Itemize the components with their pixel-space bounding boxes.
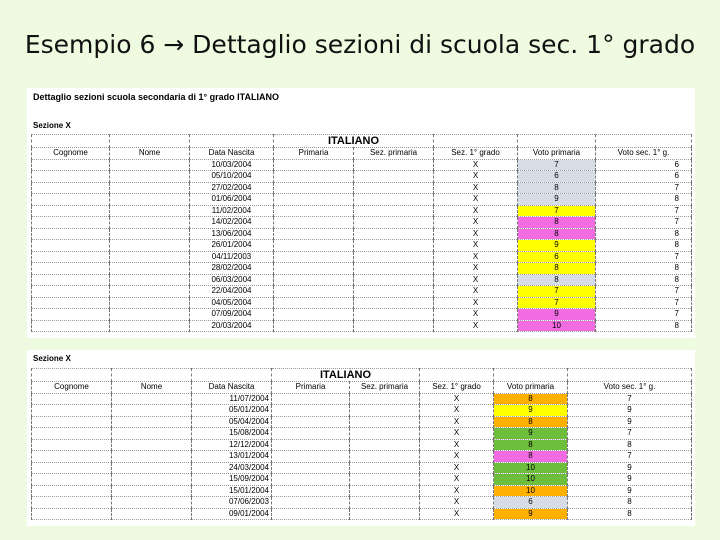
sez-1-grado-cell: X [434,228,518,240]
voto-sec-cell: 9 [568,462,692,474]
nome-cell [110,205,190,217]
birth-date-cell: 28/02/2004 [190,263,274,275]
birth-date-cell: 05/04/2004 [192,416,272,428]
grades-table-1 [31,134,692,332]
primaria-cell [272,405,350,417]
primaria-cell [272,393,350,405]
sez-primaria-cell [354,274,434,286]
sez-primaria-cell [354,286,434,298]
birth-date-cell: 11/02/2004 [190,205,274,217]
sez-primaria-cell [354,240,434,252]
voto-primaria-cell: 10 [518,320,596,332]
table-row [32,320,692,332]
cognome-cell [32,159,110,171]
cognome-cell [32,263,110,275]
voto-sec-cell: 7 [596,251,692,263]
sez-primaria-cell [350,474,420,486]
cognome-cell [32,240,110,252]
sez-1-grado-cell: X [434,274,518,286]
voto-primaria-cell: 7 [518,286,596,298]
nome-cell [112,474,192,486]
sez-1-grado-cell: X [434,240,518,252]
voto-sec-cell: 8 [596,320,692,332]
cognome-cell [32,309,110,321]
cognome-cell [32,474,112,486]
nome-cell [112,416,192,428]
sez-primaria-cell [354,263,434,275]
cognome-cell [32,320,110,332]
cognome-cell [32,286,110,298]
column-header: Voto primaria [494,382,568,394]
sez-primaria-cell [354,194,434,206]
empty-cell [596,135,692,148]
primaria-cell [274,309,354,321]
voto-primaria-cell: 9 [494,405,568,417]
primaria-cell [272,462,350,474]
voto-sec-cell: 7 [596,309,692,321]
table-row [32,393,692,405]
subject-title: ITALIANO [274,135,434,148]
cognome-cell [32,182,110,194]
nome-cell [112,497,192,509]
voto-sec-cell: 8 [596,274,692,286]
sez-1-grado-cell: X [434,194,518,206]
voto-primaria-cell: 7 [518,159,596,171]
voto-primaria-cell: 6 [518,251,596,263]
sez-primaria-cell [350,393,420,405]
table-row [32,485,692,497]
column-header: Primaria [274,148,354,160]
table-row [32,416,692,428]
sez-primaria-cell [354,251,434,263]
subject-row [32,135,692,148]
sez-1-grado-cell: X [434,286,518,298]
voto-primaria-cell: 8 [518,182,596,194]
nome-cell [112,485,192,497]
birth-date-cell: 15/01/2004 [192,485,272,497]
primaria-cell [274,263,354,275]
table-row [32,451,692,463]
voto-primaria-cell: 6 [518,171,596,183]
voto-sec-cell: 8 [596,228,692,240]
table-row [32,217,692,229]
primaria-cell [274,297,354,309]
empty-cell [568,369,692,382]
primaria-cell [274,286,354,298]
cognome-cell [32,194,110,206]
table-row [32,286,692,298]
birth-date-cell: 07/09/2004 [190,309,274,321]
column-header: Sez. 1° grado [434,148,518,160]
primaria-cell [272,439,350,451]
cognome-cell [32,405,112,417]
voto-primaria-cell: 8 [494,439,568,451]
cognome-cell [32,451,112,463]
sez-1-grado-cell: X [434,217,518,229]
empty-cell [32,135,110,148]
sez-1-grado-cell: X [420,393,494,405]
cognome-cell [32,416,112,428]
primaria-cell [272,474,350,486]
cognome-cell [32,274,110,286]
birth-date-cell: 04/05/2004 [190,297,274,309]
table-row [32,462,692,474]
nome-cell [110,228,190,240]
primaria-cell [274,251,354,263]
birth-date-cell: 05/01/2004 [192,405,272,417]
sez-primaria-cell [350,451,420,463]
voto-primaria-cell: 7 [518,205,596,217]
sez-primaria-cell [350,405,420,417]
grades-table-2 [31,368,692,520]
nome-cell [112,405,192,417]
column-header: Sez. primaria [350,382,420,394]
cognome-cell [32,228,110,240]
birth-date-cell: 27/02/2004 [190,182,274,194]
cognome-cell [32,171,110,183]
empty-cell [110,135,190,148]
subject-title: ITALIANO [272,369,420,382]
table-row [32,240,692,252]
voto-primaria-cell: 9 [518,194,596,206]
sez-1-grado-cell: X [434,309,518,321]
birth-date-cell: 26/01/2004 [190,240,274,252]
nome-cell [110,171,190,183]
table-row [32,274,692,286]
sez-1-grado-cell: X [434,171,518,183]
sez-primaria-cell [350,508,420,520]
voto-primaria-cell: 9 [518,240,596,252]
sez-primaria-cell [350,485,420,497]
sez-1-grado-cell: X [434,205,518,217]
column-header: Sez. 1° grado [420,382,494,394]
sez-1-grado-cell: X [420,416,494,428]
cognome-cell [32,439,112,451]
table-row [32,263,692,275]
nome-cell [112,508,192,520]
birth-date-cell: 01/06/2004 [190,194,274,206]
nome-cell [110,251,190,263]
empty-cell [434,135,518,148]
cognome-cell [32,485,112,497]
voto-primaria-cell: 8 [518,228,596,240]
birth-date-cell: 10/03/2004 [190,159,274,171]
column-header: Nome [112,382,192,394]
voto-sec-cell: 7 [568,451,692,463]
table-row [32,171,692,183]
nome-cell [110,274,190,286]
sez-1-grado-cell: X [420,451,494,463]
cognome-cell [32,462,112,474]
primaria-cell [272,428,350,440]
voto-sec-cell: 8 [596,263,692,275]
voto-sec-cell: 7 [596,217,692,229]
table-row [32,508,692,520]
table-row [32,474,692,486]
voto-primaria-cell: 6 [494,497,568,509]
sez-1-grado-cell: X [420,474,494,486]
birth-date-cell: 20/03/2004 [190,320,274,332]
birth-date-cell: 13/06/2004 [190,228,274,240]
column-header: Data Nascita [192,382,272,394]
section-label: Sezione X [33,354,71,363]
header-row [32,148,692,160]
birth-date-cell: 15/09/2004 [192,474,272,486]
birth-date-cell: 13/01/2004 [192,451,272,463]
voto-primaria-cell: 10 [494,462,568,474]
column-header: Cognome [32,148,110,160]
nome-cell [110,194,190,206]
sez-primaria-cell [350,428,420,440]
primaria-cell [272,451,350,463]
sez-primaria-cell [354,309,434,321]
primaria-cell [274,240,354,252]
column-header: Cognome [32,382,112,394]
sez-1-grado-cell: X [434,159,518,171]
voto-sec-cell: 7 [568,428,692,440]
voto-sec-cell: 6 [596,171,692,183]
table-row [32,159,692,171]
table-row [32,439,692,451]
voto-sec-cell: 8 [596,240,692,252]
voto-sec-cell: 7 [596,205,692,217]
primaria-cell [274,320,354,332]
nome-cell [110,286,190,298]
column-header: Voto sec. 1° g. [568,382,692,394]
table-row [32,405,692,417]
cognome-cell [32,393,112,405]
sez-primaria-cell [354,205,434,217]
spreadsheet-panel-1 [27,88,695,338]
nome-cell [112,451,192,463]
nome-cell [110,159,190,171]
nome-cell [110,182,190,194]
column-header: Nome [110,148,190,160]
sez-primaria-cell [350,462,420,474]
sez-1-grado-cell: X [434,297,518,309]
nome-cell [112,462,192,474]
sez-1-grado-cell: X [420,439,494,451]
primaria-cell [274,205,354,217]
table-row [32,182,692,194]
primaria-cell [274,171,354,183]
empty-cell [494,369,568,382]
sez-1-grado-cell: X [434,182,518,194]
voto-sec-cell: 9 [568,474,692,486]
voto-primaria-cell: 8 [518,274,596,286]
document-heading: Dettaglio sezioni scuola secondaria di 1° grado ITALIANO [33,92,279,102]
column-header: Voto sec. 1° g. [596,148,692,160]
sez-1-grado-cell: X [420,508,494,520]
nome-cell [112,393,192,405]
empty-cell [32,369,112,382]
birth-date-cell: 14/02/2004 [190,217,274,229]
nome-cell [112,439,192,451]
birth-date-cell: 04/11/2003 [190,251,274,263]
birth-date-cell: 22/04/2004 [190,286,274,298]
table-row [32,194,692,206]
primaria-cell [274,182,354,194]
voto-sec-cell: 8 [568,508,692,520]
slide-title: Esempio 6 → Dettaglio sezioni di scuola sec. 1° grado [24,30,696,59]
table-row [32,205,692,217]
voto-sec-cell: 8 [596,194,692,206]
cognome-cell [32,251,110,263]
nome-cell [110,240,190,252]
sez-1-grado-cell: X [420,405,494,417]
primaria-cell [272,508,350,520]
primaria-cell [274,194,354,206]
cognome-cell [32,428,112,440]
primaria-cell [274,159,354,171]
sez-primaria-cell [350,439,420,451]
empty-cell [190,135,274,148]
primaria-cell [272,497,350,509]
voto-primaria-cell: 9 [518,309,596,321]
table-row [32,251,692,263]
birth-date-cell: 05/10/2004 [190,171,274,183]
sez-primaria-cell [350,416,420,428]
nome-cell [112,428,192,440]
cognome-cell [32,497,112,509]
birth-date-cell: 24/03/2004 [192,462,272,474]
nome-cell [110,309,190,321]
cognome-cell [32,205,110,217]
subject-row [32,369,692,382]
sez-primaria-cell [354,171,434,183]
sez-1-grado-cell: X [420,497,494,509]
sez-1-grado-cell: X [420,462,494,474]
nome-cell [110,217,190,229]
primaria-cell [274,228,354,240]
voto-primaria-cell: 8 [494,451,568,463]
nome-cell [110,263,190,275]
voto-sec-cell: 7 [568,393,692,405]
voto-primaria-cell: 8 [518,263,596,275]
section-label: Sezione X [33,121,71,130]
primaria-cell [274,217,354,229]
empty-cell [192,369,272,382]
voto-primaria-cell: 10 [494,485,568,497]
cognome-cell [32,217,110,229]
voto-primaria-cell: 8 [494,393,568,405]
sez-primaria-cell [354,297,434,309]
voto-sec-cell: 9 [568,485,692,497]
sez-1-grado-cell: X [434,251,518,263]
voto-primaria-cell: 10 [494,474,568,486]
voto-sec-cell: 9 [568,405,692,417]
birth-date-cell: 11/07/2004 [192,393,272,405]
table-row [32,497,692,509]
voto-primaria-cell: 9 [494,508,568,520]
voto-primaria-cell: 7 [518,297,596,309]
voto-primaria-cell: 8 [494,416,568,428]
primaria-cell [274,274,354,286]
birth-date-cell: 06/03/2004 [190,274,274,286]
voto-sec-cell: 8 [568,439,692,451]
voto-sec-cell: 7 [596,297,692,309]
sez-primaria-cell [354,217,434,229]
empty-cell [420,369,494,382]
primaria-cell [272,485,350,497]
sez-primaria-cell [354,159,434,171]
column-header: Data Nascita [190,148,274,160]
column-header: Primaria [272,382,350,394]
spreadsheet-panel-2 [27,350,695,526]
birth-date-cell: 07/06/2003 [192,497,272,509]
header-row [32,382,692,394]
voto-sec-cell: 8 [568,497,692,509]
sez-1-grado-cell: X [434,263,518,275]
sez-primaria-cell [354,182,434,194]
sez-primaria-cell [354,228,434,240]
voto-sec-cell: 6 [596,159,692,171]
voto-sec-cell: 7 [596,182,692,194]
empty-cell [112,369,192,382]
column-header: Voto primaria [518,148,596,160]
birth-date-cell: 09/01/2004 [192,508,272,520]
nome-cell [110,320,190,332]
sez-1-grado-cell: X [420,485,494,497]
sez-primaria-cell [354,320,434,332]
voto-primaria-cell: 8 [518,217,596,229]
table-row [32,428,692,440]
nome-cell [110,297,190,309]
table-row [32,228,692,240]
sez-primaria-cell [350,497,420,509]
voto-sec-cell: 9 [568,416,692,428]
column-header: Sez. primaria [354,148,434,160]
voto-primaria-cell: 9 [494,428,568,440]
table-row [32,297,692,309]
cognome-cell [32,297,110,309]
table-row [32,309,692,321]
primaria-cell [272,416,350,428]
sez-1-grado-cell: X [434,320,518,332]
sez-1-grado-cell: X [420,428,494,440]
birth-date-cell: 12/12/2004 [192,439,272,451]
voto-sec-cell: 7 [596,286,692,298]
birth-date-cell: 15/08/2004 [192,428,272,440]
cognome-cell [32,508,112,520]
empty-cell [518,135,596,148]
